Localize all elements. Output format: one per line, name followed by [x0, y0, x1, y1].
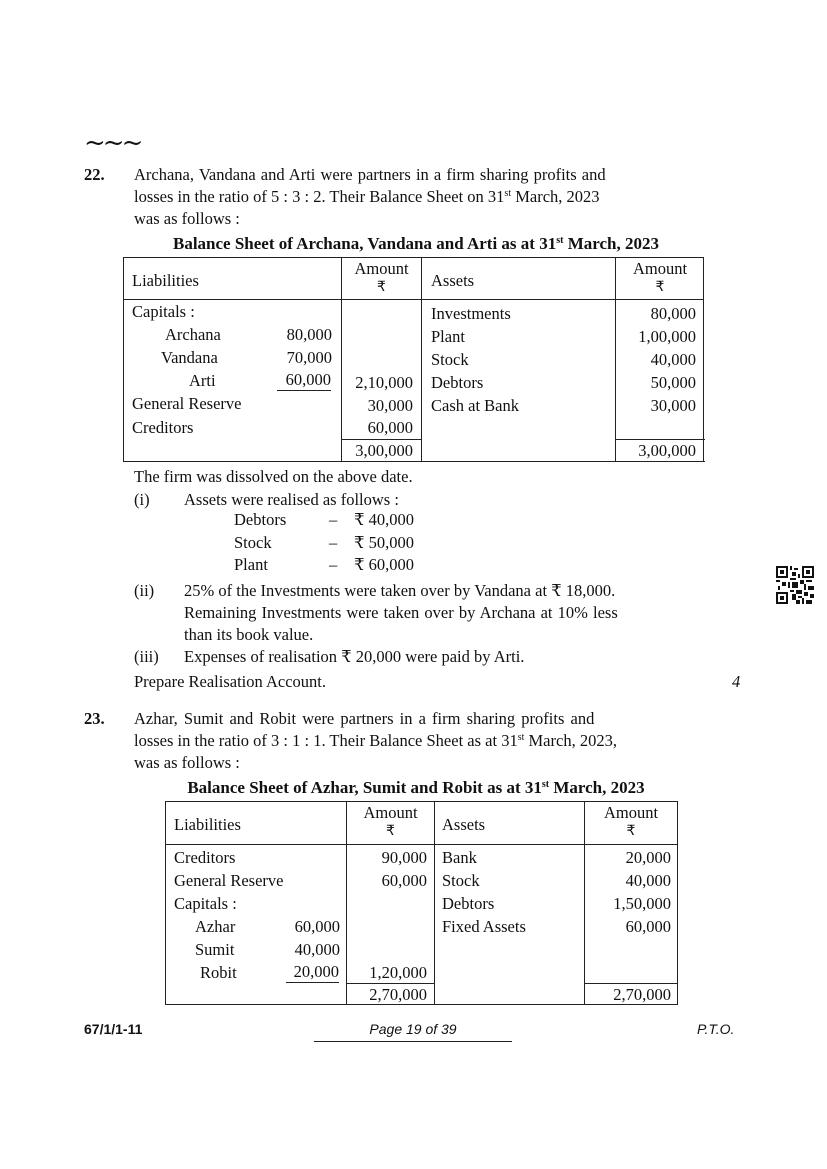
- q22-header-liabilities: Liabilities: [132, 271, 199, 290]
- q23-capitals-label: Capitals :: [174, 894, 237, 913]
- q22-general-reserve-amount: 30,000: [367, 396, 413, 415]
- q23-general-reserve-amount: 60,000: [381, 871, 427, 890]
- footer-page-number: Page 19 of 39: [369, 1021, 457, 1037]
- question-23-intro: [134, 708, 704, 774]
- question-number-23: 23.: [84, 709, 105, 728]
- q23-liabilities-total: 2,70,000: [369, 985, 427, 1004]
- q23-header-amount-1: Amount ₹: [363, 803, 418, 839]
- question-number-22: 22.: [84, 165, 105, 184]
- q22-table-title: Balance Sheet of Archana, Vandana and Arti as at 31st March, 2023: [173, 234, 659, 253]
- q22-intro-line-3: was as follows :: [134, 209, 240, 228]
- q22-partner-archana: Archana: [165, 325, 221, 344]
- q23-header-assets: Assets: [442, 815, 486, 834]
- q22-realised-stock-value: ₹ 50,000: [354, 533, 414, 552]
- q22-capitals-total: 2,10,000: [355, 373, 413, 392]
- q22-partner-vandana-amount: 70,000: [286, 348, 332, 367]
- q23-capitals-total: 1,20,000: [369, 963, 427, 982]
- q22-creditors-amount: 60,000: [367, 418, 413, 437]
- q23-header-liabilities: Liabilities: [174, 815, 241, 834]
- q23-intro-line-2: losses in the ratio of 3 : 1 : 1. Their Balance Sheet as at 31st March, 2023,: [134, 731, 617, 750]
- q23-partner-sumit: Sumit: [195, 940, 235, 959]
- q22-partner-arti-amount: 60,000: [277, 370, 331, 391]
- q22-asset-debtors-amount: 50,000: [650, 373, 696, 392]
- q22-marks: 4: [732, 672, 741, 691]
- q23-partner-azhar: Azhar: [195, 917, 236, 936]
- q22-condition-iii-label: (iii): [134, 647, 159, 666]
- q22-asset-plant-amount: 1,00,000: [638, 327, 696, 346]
- q23-table-title: Balance Sheet of Azhar, Sumit and Robit as at 31st March, 2023: [187, 778, 645, 797]
- q22-intro-line-1: Archana, Vandana and Arti were partners in a firm sharing profits and: [134, 165, 606, 184]
- q23-asset-fixed-assets: Fixed Assets: [442, 917, 526, 936]
- footer-paper-code: 67/1/1-11: [84, 1021, 143, 1037]
- q22-realised-plant: Plant: [234, 555, 268, 574]
- q22-general-reserve-label: General Reserve: [132, 394, 242, 413]
- q23-intro-line-3: was as follows :: [134, 753, 240, 772]
- q22-asset-investments: Investments: [431, 304, 511, 323]
- q22-realised-stock-dash: –: [329, 533, 338, 552]
- q23-general-reserve-label: General Reserve: [174, 871, 284, 890]
- q22-realised-debtors-value: ₹ 40,000: [354, 510, 414, 529]
- q23-assets-total: 2,70,000: [613, 985, 671, 1004]
- q23-asset-bank: Bank: [442, 848, 477, 867]
- q22-realised-debtors: Debtors: [234, 510, 287, 529]
- q22-prepare-instruction: Prepare Realisation Account.: [134, 672, 326, 691]
- q22-asset-stock-amount: 40,000: [650, 350, 696, 369]
- q22-asset-stock: Stock: [431, 350, 469, 369]
- q22-assets-total: 3,00,000: [638, 441, 696, 460]
- q22-asset-cash-at-bank: Cash at Bank: [431, 396, 519, 415]
- q22-creditors-label: Creditors: [132, 418, 194, 437]
- q23-intro-line-1: Azhar, Sumit and Robit were partners in a firm sharing profits and: [134, 709, 595, 728]
- q23-asset-debtors-amount: 1,50,000: [613, 894, 671, 913]
- q23-balance-sheet-table: [165, 801, 678, 1005]
- q22-realised-plant-value: ₹ 60,000: [354, 555, 414, 574]
- page-mark: ~~~: [84, 128, 141, 158]
- q22-liabilities-total: 3,00,000: [355, 441, 413, 460]
- q22-realised-stock: Stock: [234, 533, 272, 552]
- q22-balance-sheet-table: [123, 257, 704, 462]
- q23-partner-sumit-amount: 40,000: [294, 940, 340, 959]
- qr-code-icon: [776, 566, 814, 604]
- q22-header-assets: Assets: [431, 271, 475, 290]
- q22-dissolved-text: The firm was dissolved on the above date.: [134, 467, 413, 486]
- q22-header-amount-2: Amount ₹: [632, 259, 688, 295]
- q22-asset-cash-at-bank-amount: 30,000: [650, 396, 696, 415]
- q22-asset-investments-amount: 80,000: [650, 304, 696, 323]
- q23-partner-azhar-amount: 60,000: [294, 917, 340, 936]
- q22-header-amount-1: Amount ₹: [354, 259, 409, 295]
- q22-partner-arti: Arti: [189, 371, 216, 390]
- q23-creditors-label: Creditors: [174, 848, 236, 867]
- q23-creditors-amount: 90,000: [381, 848, 427, 867]
- q22-partner-archana-amount: 80,000: [286, 325, 332, 344]
- q22-asset-plant: Plant: [431, 327, 465, 346]
- footer-pto: P.T.O.: [697, 1021, 735, 1037]
- q23-asset-fixed-assets-amount: 60,000: [625, 917, 671, 936]
- q22-condition-ii-label: (ii): [134, 581, 155, 600]
- q23-header-amount-2: Amount ₹: [603, 803, 659, 839]
- q22-condition-i-text: Assets were realised as follows :: [184, 490, 399, 509]
- q22-condition-ii-text: 25% of the Investments were taken over by Vandana at ₹ 18,000. Remaining Investments were taken over by Archana at 10% less than its book value.: [184, 581, 618, 644]
- q22-partner-vandana: Vandana: [161, 348, 218, 367]
- footer-page-underline: [314, 1041, 512, 1042]
- q23-asset-stock-amount: 40,000: [625, 871, 671, 890]
- q23-asset-bank-amount: 20,000: [625, 848, 671, 867]
- q23-asset-stock: Stock: [442, 871, 480, 890]
- q22-condition-iii-text: Expenses of realisation ₹ 20,000 were paid by Arti.: [184, 647, 525, 666]
- q22-realised-plant-dash: –: [329, 555, 338, 574]
- q22-condition-i-label: (i): [134, 490, 150, 509]
- q23-partner-robit: Robit: [200, 963, 237, 982]
- question-22-intro: [134, 164, 704, 230]
- q22-realised-debtors-dash: –: [329, 510, 338, 529]
- q23-partner-robit-amount: 20,000: [286, 962, 339, 983]
- q22-asset-debtors: Debtors: [431, 373, 484, 392]
- q22-capitals-label: Capitals :: [132, 302, 195, 321]
- q23-asset-debtors: Debtors: [442, 894, 495, 913]
- q22-intro-line-2: losses in the ratio of 5 : 3 : 2. Their Balance Sheet on 31st March, 2023: [134, 187, 600, 206]
